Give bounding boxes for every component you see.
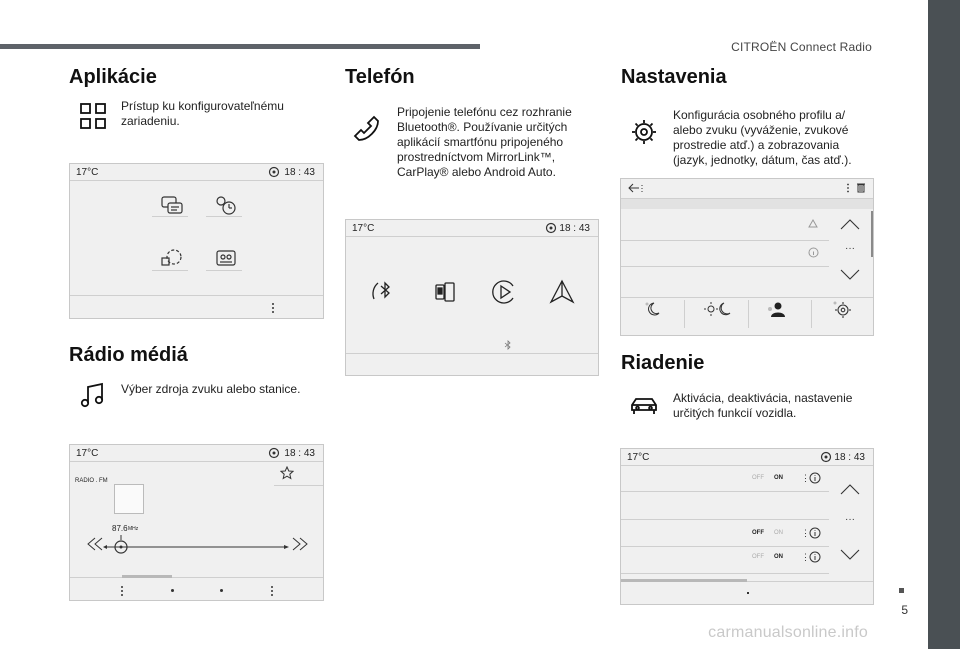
grid-apps-icon	[78, 101, 108, 131]
scroll-down-icon[interactable]	[839, 548, 861, 562]
status-temperature: 17°C	[352, 223, 375, 234]
bluetooth-icon[interactable]	[370, 277, 400, 307]
section-title-settings: Nastavenia	[621, 66, 727, 88]
radio-band-label: RADIO . FM	[75, 478, 108, 484]
section-title-apps: Aplikácie	[69, 66, 157, 88]
tab-indicator	[621, 579, 747, 582]
seek-forward-icon[interactable]	[290, 536, 310, 552]
back-arrow-icon[interactable]	[627, 183, 643, 193]
profile-icon[interactable]	[766, 300, 786, 318]
section-title-phone: Telefón	[345, 66, 415, 88]
row-menu-icon[interactable]: ⋮	[801, 552, 810, 562]
more-options-icon[interactable]	[269, 585, 275, 597]
row-menu-icon[interactable]: ⋮	[801, 473, 810, 483]
screen-apps	[69, 163, 324, 319]
screen-driving	[620, 448, 874, 605]
section-desc-radio: Výber zdroja zvuku alebo stanice.	[121, 382, 301, 396]
bluetooth-status-icon	[504, 340, 512, 350]
android-auto-icon[interactable]	[547, 277, 577, 307]
tab-dot[interactable]	[747, 592, 749, 594]
preset-dot[interactable]	[171, 589, 174, 592]
status-time: 18 : 43	[834, 452, 865, 463]
status-time: 18 : 43	[559, 223, 590, 234]
page-more-icon: ···	[845, 243, 855, 254]
section-desc-phone: Pripojenie telefónu cez rozhranie Bluetooth®. Používanie určitých aplikácií smartfónu pripojeného prostredníctvom MirrorLink™, CarPlay® alebo Android Auto.	[397, 105, 572, 179]
info-icon	[808, 247, 819, 258]
brand-header: CITROËN Connect Radio	[731, 40, 872, 54]
section-desc-driving: Aktivácia, deaktivácia, nastavenie určitých funkcií vozidla.	[673, 391, 853, 420]
app-clock-icon[interactable]	[212, 194, 240, 218]
app-refresh-icon[interactable]	[158, 246, 186, 270]
station-artwork	[114, 484, 144, 514]
toggle-on-label[interactable]: ON	[774, 554, 783, 560]
carplay-icon[interactable]	[489, 277, 519, 307]
page-number: 5	[901, 603, 908, 617]
delete-icon[interactable]	[856, 182, 866, 193]
warning-icon	[808, 219, 818, 228]
section-title-driving: Riadenie	[621, 352, 705, 374]
top-rule	[0, 44, 480, 49]
screen-radio	[69, 444, 324, 601]
mirrorlink-icon[interactable]	[430, 277, 460, 307]
status-temperature: 17°C	[76, 167, 99, 178]
screen-phone	[345, 219, 599, 376]
scroll-down-icon[interactable]	[839, 268, 861, 282]
section-title-radio: Rádio médiá	[69, 344, 188, 366]
page-more-icon: ···	[845, 514, 855, 525]
section-desc-settings: Konfigurácia osobného profilu a/ alebo zvuku (vyváženie, zvukové prostredie atď.) a zobrazovania (jazyk, jednotky, dátum, čas atď.).	[673, 108, 852, 167]
scroll-up-icon[interactable]	[839, 482, 861, 496]
info-icon[interactable]	[809, 527, 821, 539]
app-contacts-icon[interactable]	[212, 246, 240, 270]
preset-dot[interactable]	[220, 589, 223, 592]
app-messages-icon[interactable]	[158, 194, 186, 218]
toggle-on-label[interactable]: ON	[774, 475, 783, 481]
seek-back-icon[interactable]	[85, 536, 105, 552]
scroll-up-icon[interactable]	[839, 217, 861, 231]
info-icon[interactable]	[809, 551, 821, 563]
footer-watermark: carmanualsonline.info	[708, 624, 868, 641]
status-temperature: 17°C	[627, 452, 650, 463]
favorite-star-icon[interactable]	[280, 466, 294, 480]
gear-icon	[629, 117, 659, 147]
day-night-icon[interactable]	[703, 300, 733, 318]
screen-settings	[620, 178, 874, 336]
phone-handset-icon	[352, 114, 382, 144]
system-gear-icon[interactable]	[831, 299, 853, 319]
row-menu-icon[interactable]: ⋮	[801, 528, 810, 538]
car-icon	[629, 391, 659, 421]
toggle-off-label[interactable]: OFF	[752, 530, 764, 536]
status-time: 18 : 43	[284, 448, 315, 459]
night-mode-icon[interactable]	[642, 300, 662, 318]
toggle-on-label[interactable]: ON	[774, 530, 783, 536]
music-note-icon	[78, 380, 108, 410]
scrollbar[interactable]	[871, 211, 874, 257]
more-options-icon[interactable]	[845, 183, 851, 193]
menu-dots-icon[interactable]	[119, 585, 125, 597]
nav-icon	[268, 166, 280, 178]
more-options-icon[interactable]	[270, 302, 276, 314]
nav-icon	[268, 447, 280, 459]
frequency-value: 87.6	[112, 524, 128, 533]
info-icon[interactable]	[809, 472, 821, 484]
side-band	[928, 0, 960, 649]
nav-icon	[820, 451, 832, 463]
status-temperature: 17°C	[76, 448, 99, 459]
tuning-slider[interactable]	[103, 535, 293, 557]
toggle-off-label[interactable]: OFF	[752, 475, 764, 481]
toggle-off-label[interactable]: OFF	[752, 554, 764, 560]
frequency-unit: MHz	[128, 526, 139, 532]
page-marker	[899, 588, 904, 593]
section-desc-apps: Prístup ku konfigurovateľnému zariadeniu.	[121, 99, 284, 128]
source-tab-indicator	[122, 575, 172, 578]
nav-icon	[545, 222, 557, 234]
status-time: 18 : 43	[284, 167, 315, 178]
